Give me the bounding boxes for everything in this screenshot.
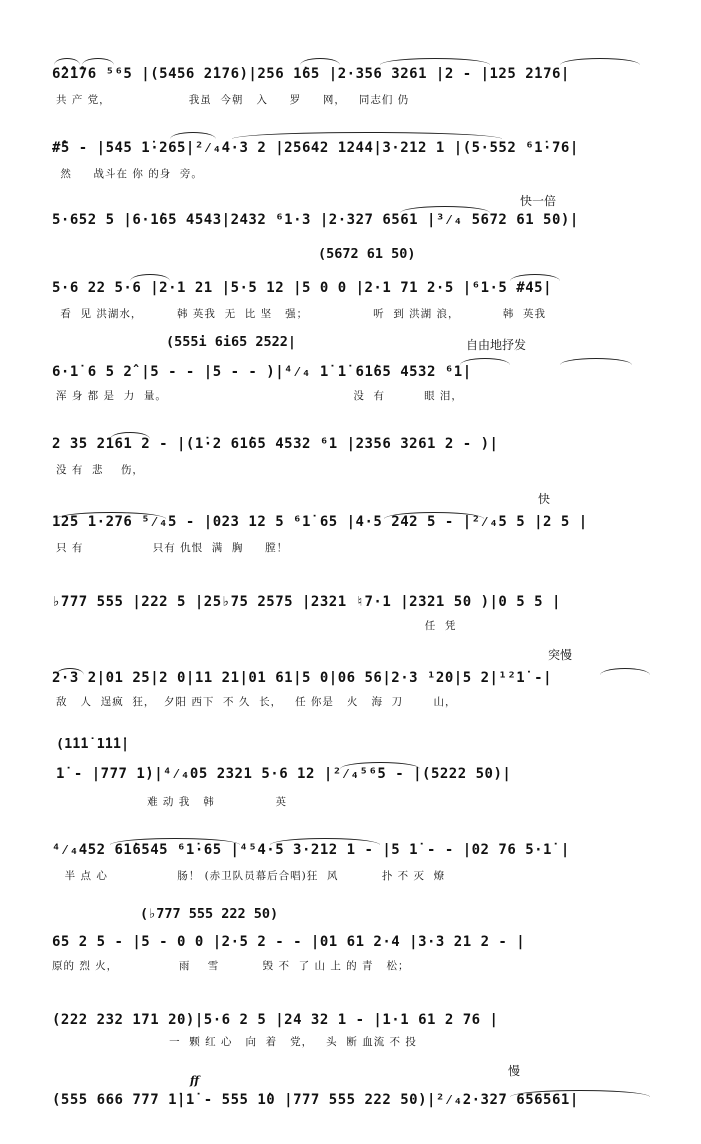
lyric-row: 然 战斗在 你 的身 旁。 [56,168,203,180]
slur [56,512,166,519]
slur [560,358,632,365]
lyric-row: 半 点 心 肠！ (赤卫队员幕后合唱)狂 风 扑 不 灭 燎 [56,870,446,882]
lyric-row: 只 有 只有 仇恨 满 胸 膛！ [56,542,289,554]
note-row: (222 232 171 20)|5·6 2 5 |24 32 1 - |1·1 61 2 76 | [52,1012,499,1028]
note-row: 5·652 5 |6·1̇65 4543|2432 ⁶1·3 |2·327 6561 |³⁄₄ 5672 61 50)| [52,212,579,228]
slur [400,206,490,213]
tempo-mark: 快一倍 [520,194,557,208]
accompaniment-insert: (♭777 555 222 50) [140,906,279,922]
note-row: 6̂2̂1̂76 ⁵⁶5 |(5456 2̇176)|256 1̇65 |2·356 3261 |2 - |125 2̇176| [52,66,570,82]
note-row: 6·1̇ 6 5 2̂ |5 - - |5 - - )|⁴⁄₄ 1̇ 1̇ 61̇65 4532 ⁶1| [52,364,472,380]
lyric-row: 看 见 洪湖水， 韩 英我 无 比 坚 强； 听 到 洪湖 浪， 韩 英我 [56,308,547,320]
slur [170,132,216,139]
slur [560,58,640,65]
tempo-mark: 快 [538,492,551,506]
note-row: (555 666 777 1̇|1̇ - 555 1̇0 |777 555 222 50)|²⁄₄2·327 656561| [52,1092,579,1108]
dynamic-mark: ff [190,1074,200,1087]
slur [510,1090,650,1097]
lyric-row: 没 有 悲 伤， [56,464,144,476]
slur [82,58,114,65]
slur [600,668,650,675]
lyric-row: 浑 身 都 是 力 量。 没 有 眼 泪， [56,390,463,402]
slur [380,58,490,65]
lyric-row: 敌 人 逞疯 狂， 夕阳 西下 不 久 长， 任 你是 火 海 刀 山， [56,696,457,708]
note-row: ♭777 555 |222 5 |25♭75 2575 |2321 ♮7·1 |2321 50 )|0 5 5 | [52,594,561,610]
slur [232,132,502,139]
slur [460,358,510,365]
lyric-row: 任 凭 [56,620,457,632]
lyric-row: 一 颗 红 心 向 着 党， 头 断 血流 不 投 [52,1036,417,1048]
expression-mark: 自由地抒发 [466,338,527,352]
note-row: 125 1·276 ⁵⁄₄5 - |023 12 5 ⁶1̇ 65 |4·5 242 5 - |²⁄₄5 5 |2 5 | [52,514,588,530]
accompaniment-insert: (555i 6i65 2522| [166,334,297,350]
lyric-row: 原的 烈 火， 雨 雪 毁 不 了 山 上 的 青 松； [52,960,410,972]
slur [54,58,80,65]
note-row: 65 2 5 - |5 - 0 0 |2·5 2 - - |01 61 2·4 |3·3 21 2 - | [52,934,526,950]
note-row: 5·6 22 5·6 |2·1 21 |5·5 12 |5 0 0 |2·1 71 2·5 |⁶1·5 #45| [52,280,553,296]
lyric-row: 难 动 我 韩 英 [56,796,288,808]
slur [56,668,84,675]
accompaniment-insert: (1̇1̇1̇ 1̇1̇1̇| [56,736,130,752]
tempo-mark: 慢 [508,1064,521,1078]
slur [270,838,380,845]
note-row: 1̇ - |777 1̇)|⁴⁄₄05 2321 5·6 12 |²⁄₄⁵⁶5 - |(5222 50)| [56,766,512,782]
slur [340,762,420,769]
accompaniment-insert: (5672 61 50) [318,246,416,262]
tempo-mark: 突慢 [548,648,573,662]
slur [300,58,340,65]
slur [110,838,240,845]
lyric-row: 共 产 党， 我虽 今朝 入 罗 网， 同志们 仍 [56,94,410,106]
slur [510,274,560,281]
slur [384,512,484,519]
note-row: 2 35 2161 2 - |(1̇·2 61̇65 4532 ⁶1 |2356 3261 2 - )| [52,436,499,452]
slur [130,274,170,281]
note-row: 2·3 2|01 25|2 0|11 21|01 61|5 0|06 56|2·3 ¹20|5 2|¹²1̇ -| [52,670,553,686]
note-row: ⁴⁄₄452 61̇6545 ⁶1̇·65 |⁴⁵4·5 3·212 1 - |5 1̇ - - |02 76 5·1̇ | [52,842,570,858]
note-row: #̂5 - |545 1̇·265|²⁄₄4·3 2 |25642 1244|3·212 1 |(5·552 ⁶1̇·76| [52,140,579,156]
slur [110,432,150,439]
